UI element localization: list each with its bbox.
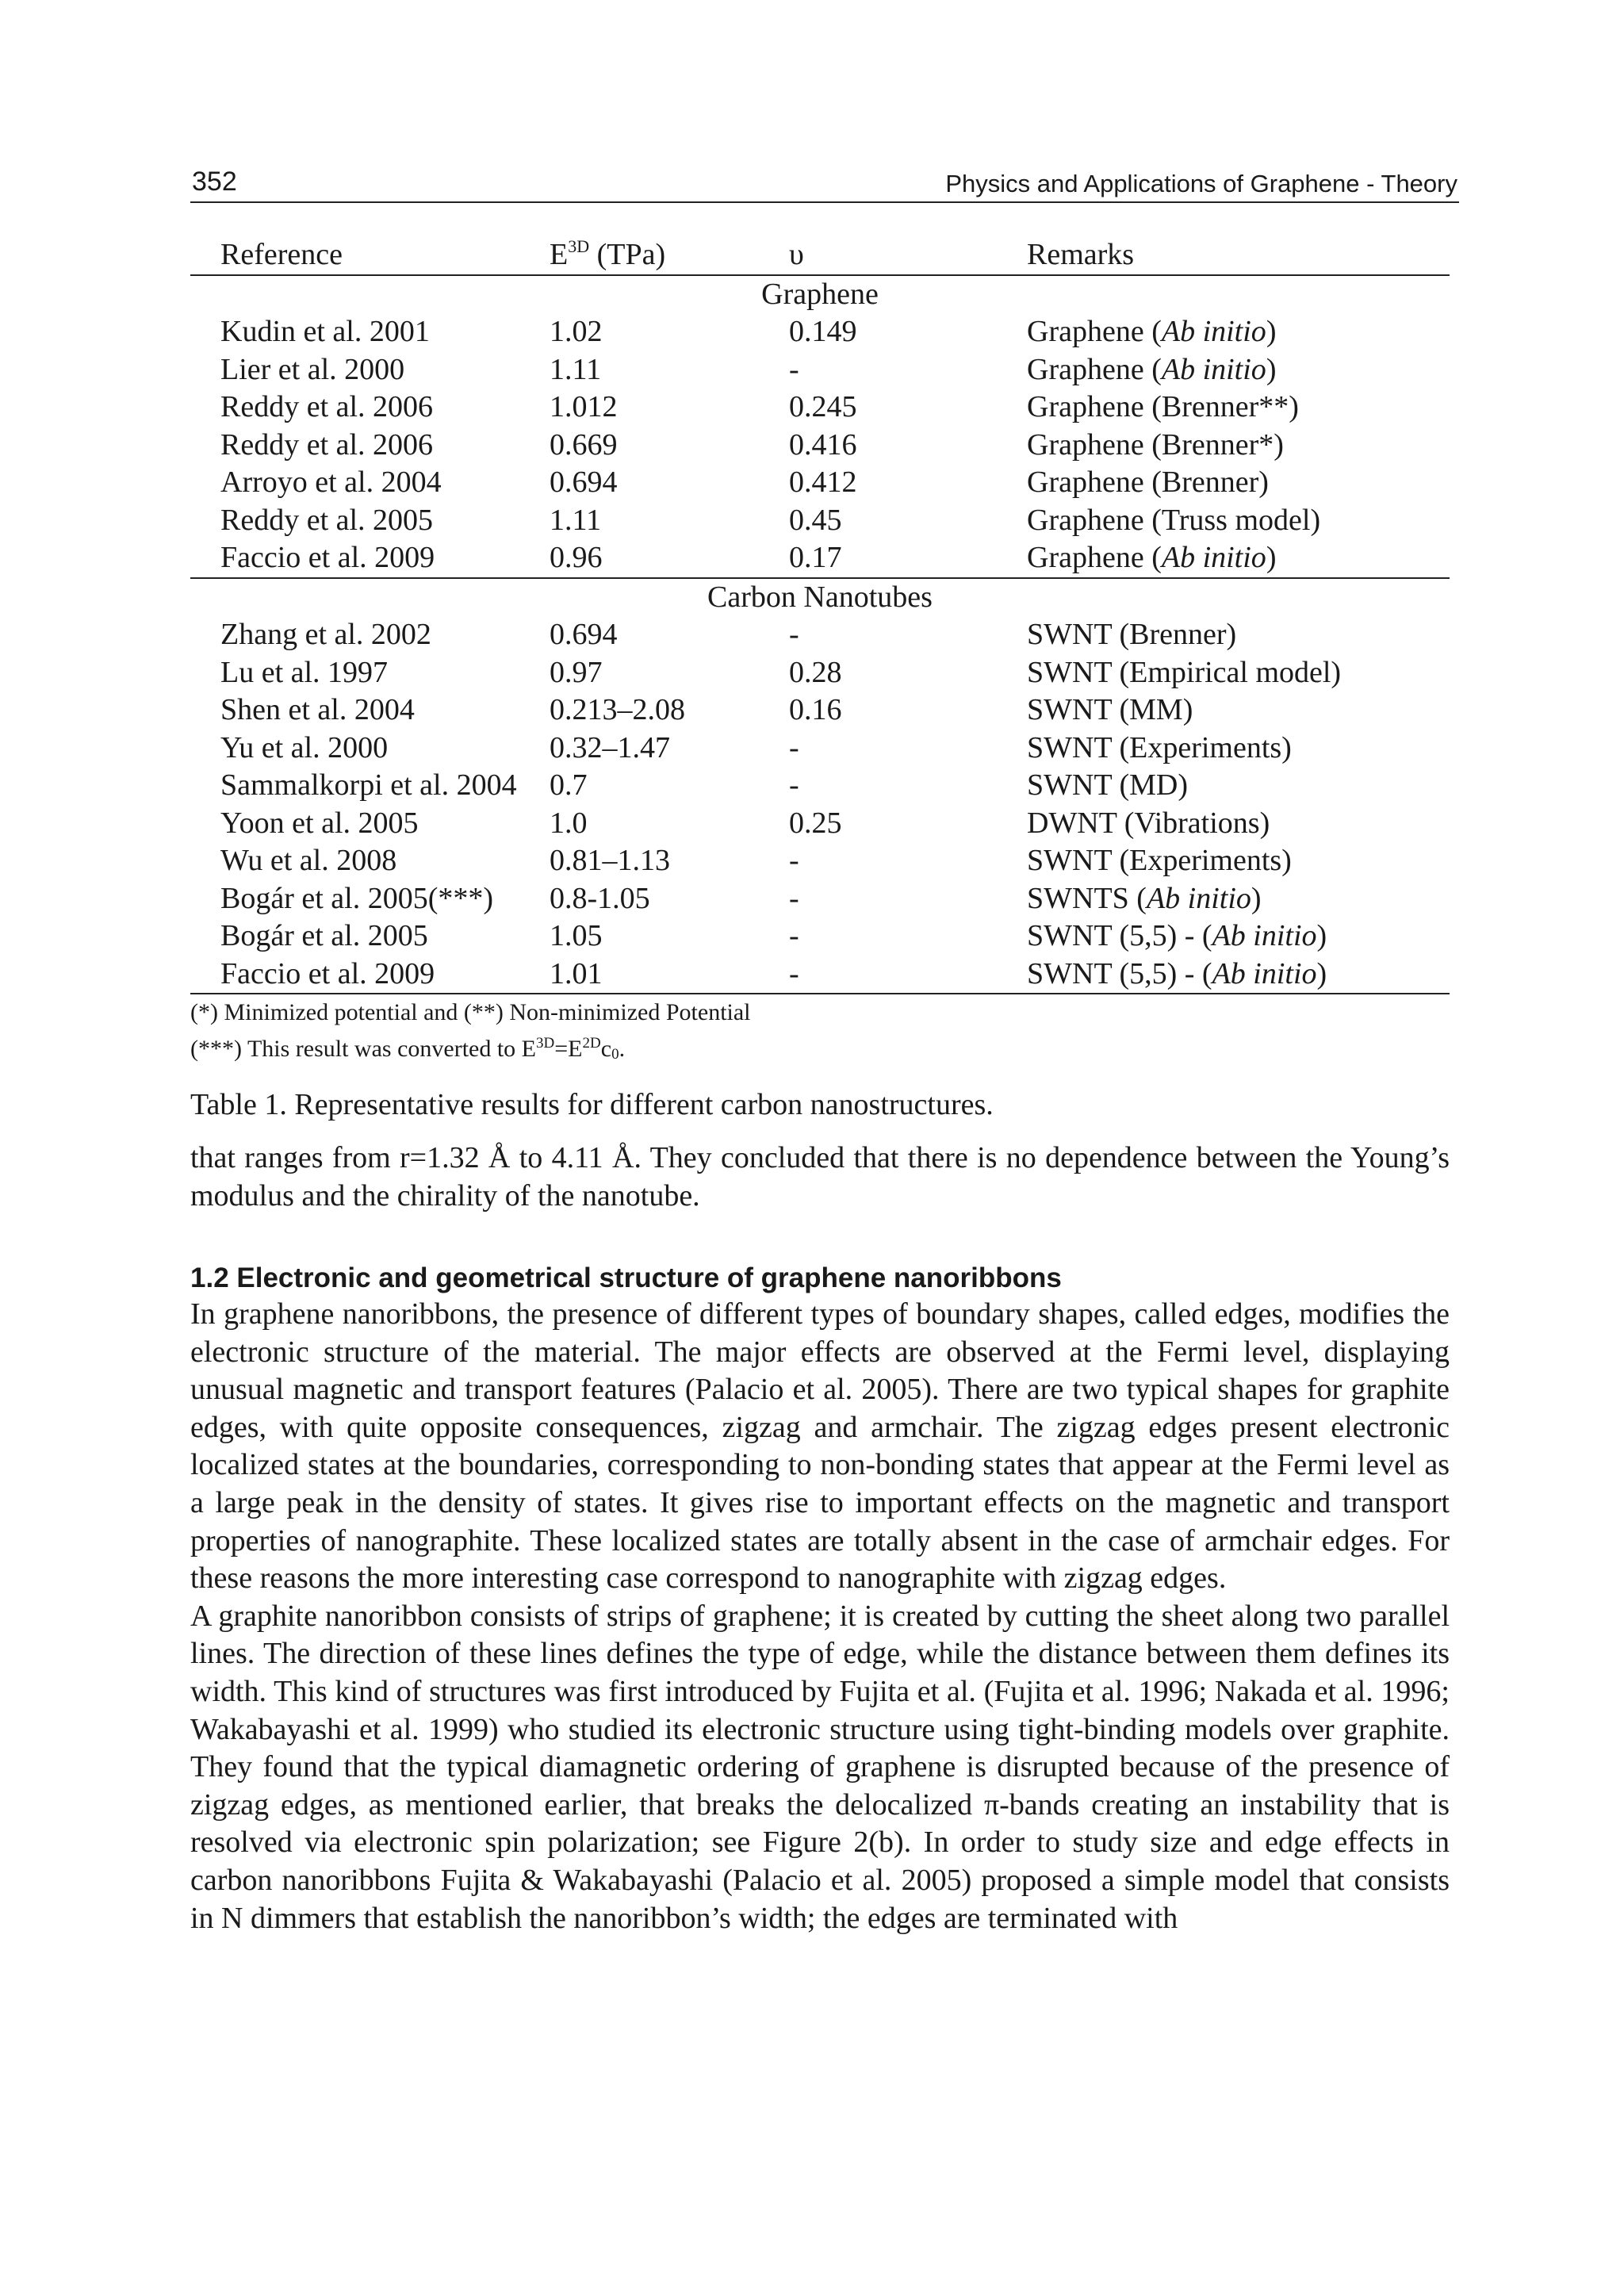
remark-text: SWNT (Brenner) bbox=[1027, 618, 1237, 651]
cell-remarks bbox=[1027, 313, 1450, 351]
remark-text: Graphene ( bbox=[1027, 352, 1162, 386]
cell-e3d: 1.012 bbox=[550, 390, 618, 423]
table-row bbox=[190, 539, 1450, 578]
col-header-reference: Reference bbox=[190, 236, 550, 275]
cell-remarks bbox=[1027, 692, 1450, 730]
footnote-2-eq: =E bbox=[554, 1036, 583, 1062]
cell-remarks bbox=[1027, 918, 1450, 956]
cell-reference: Wu et al. 2008 bbox=[220, 844, 397, 877]
remark-italic: Ab initio bbox=[1212, 919, 1317, 952]
remark-text: SWNT (5,5) - ( bbox=[1027, 919, 1212, 952]
cell-remarks bbox=[1027, 730, 1450, 768]
cell-e3d: 1.01 bbox=[550, 956, 789, 994]
cell-poisson: - bbox=[789, 730, 799, 764]
footnote-2-sub-0: 0 bbox=[611, 1046, 619, 1063]
cell-e3d: 1.05 bbox=[550, 919, 603, 952]
cell-poisson: - bbox=[789, 618, 799, 651]
cell-remarks bbox=[1027, 956, 1450, 994]
section-heading: 1.2 Electronic and geometrical structure of graphene nanoribbons bbox=[190, 1262, 1062, 1293]
cell-reference: Reddy et al. 2005 bbox=[220, 503, 434, 537]
remark-text: DWNT (Vibrations) bbox=[1027, 806, 1270, 840]
cell-poisson: - bbox=[789, 919, 799, 952]
cell-poisson: 0.45 bbox=[789, 503, 842, 537]
remark-italic: Ab initio bbox=[1146, 881, 1251, 915]
table-row bbox=[190, 956, 1450, 994]
footnote-2-sup-3d: 3D bbox=[536, 1035, 555, 1052]
cell-remarks bbox=[1027, 389, 1450, 427]
footnote-2-c: c bbox=[600, 1036, 612, 1062]
remark-text: SWNT (MM) bbox=[1027, 693, 1193, 726]
cell-poisson: - bbox=[789, 844, 799, 877]
remark-text: SWNT (Empirical model) bbox=[1027, 655, 1342, 689]
table-row bbox=[190, 730, 1450, 768]
paragraph-1: that ranges from r=1.32 Å to 4.11 Å. They concluded that there is no dependence between the Young’s modulus and the chirality of the nanotube. bbox=[190, 1141, 1450, 1213]
paragraph-2: In graphene nanoribbons, the presence of different types of boundary shapes, called edges, modifies the electronic structure of the material. The major effects are observed at the Fermi level, displaying unusual magnetic and transport features (Palacio et al. 2005). There are two typical shapes for graphite edges, with quite opposite consequences, zigzag and armchair. The zigzag edges present electronic localized states at the boundaries, corresponding to non-bonding states that appear at the Fermi level as a large peak in the density of states. It gives rise to important effects on the magnetic and transport properties of nanographite. These localized states are totally absent in the case of armchair edges. For these reasons the more interesting case correspond to nanographite with zigzag edges. bbox=[190, 1297, 1450, 1596]
section-row-nanotubes bbox=[190, 578, 1450, 617]
cell-poisson: - bbox=[789, 768, 799, 802]
cell-e3d: 0.96 bbox=[550, 539, 789, 578]
cell-e3d: 0.8-1.05 bbox=[550, 881, 650, 915]
cell-remarks bbox=[1027, 464, 1450, 502]
remark-italic: Ab initio bbox=[1161, 541, 1266, 574]
remark-text: SWNT (Experiments) bbox=[1027, 844, 1292, 877]
table-row bbox=[190, 502, 1450, 540]
remark-text: SWNT (5,5) - ( bbox=[1027, 956, 1212, 990]
cell-remarks bbox=[1027, 805, 1450, 843]
remark-text: Graphene ( bbox=[1027, 541, 1162, 574]
cell-remarks bbox=[1027, 654, 1450, 692]
cell-e3d: 1.0 bbox=[550, 806, 588, 840]
remark-close: ) bbox=[1316, 919, 1327, 952]
cell-e3d: 1.11 bbox=[550, 503, 602, 537]
remark-text: Graphene ( bbox=[1027, 315, 1162, 348]
col-header-remarks: Remarks bbox=[1027, 236, 1450, 275]
table-row bbox=[190, 880, 1450, 918]
paragraph-continuation bbox=[190, 1140, 1450, 1215]
remark-close: ) bbox=[1266, 352, 1277, 386]
cell-remarks bbox=[1027, 616, 1450, 654]
table-footnotes bbox=[190, 994, 1450, 1067]
cell-reference: Bogár et al. 2005(***) bbox=[220, 881, 494, 915]
table-row bbox=[190, 918, 1450, 956]
cell-reference: Yoon et al. 2005 bbox=[220, 806, 419, 840]
remark-italic: Ab initio bbox=[1161, 315, 1266, 348]
remark-close: ) bbox=[1251, 881, 1262, 915]
e3d-superscript: 3D bbox=[568, 236, 590, 256]
cell-reference: Lu et al. 1997 bbox=[220, 655, 389, 689]
cell-reference: Reddy et al. 2006 bbox=[220, 390, 434, 423]
table-row bbox=[190, 427, 1450, 465]
table-row bbox=[190, 313, 1450, 351]
nanotube-group bbox=[190, 578, 1450, 994]
cell-remarks bbox=[1027, 427, 1450, 465]
footnote-2 bbox=[190, 1031, 1450, 1067]
cell-remarks bbox=[1027, 767, 1450, 805]
remark-text: SWNTS ( bbox=[1027, 881, 1147, 915]
graphene-group bbox=[190, 275, 1450, 578]
remark-text: Graphene (Brenner**) bbox=[1027, 390, 1299, 423]
cell-e3d: 1.02 bbox=[550, 315, 603, 348]
col-header-e3d bbox=[550, 236, 789, 275]
cell-reference: Kudin et al. 2001 bbox=[220, 315, 430, 348]
cell-reference: Arroyo et al. 2004 bbox=[220, 465, 442, 499]
cell-reference: Shen et al. 2004 bbox=[220, 693, 415, 726]
e3d-symbol: E bbox=[550, 238, 569, 271]
cell-e3d: 0.669 bbox=[550, 427, 618, 462]
cell-poisson: 0.412 bbox=[789, 465, 857, 499]
cell-remarks bbox=[1027, 539, 1450, 578]
cell-e3d: 1.11 bbox=[550, 352, 602, 386]
table-row bbox=[190, 351, 1450, 389]
cell-poisson: - bbox=[789, 956, 1027, 994]
cell-poisson: 0.25 bbox=[789, 806, 842, 840]
remark-text: Graphene (Truss model) bbox=[1027, 503, 1321, 537]
cell-e3d: 0.7 bbox=[550, 768, 588, 802]
cell-remarks bbox=[1027, 880, 1450, 918]
cell-e3d: 0.694 bbox=[550, 465, 618, 499]
results-table bbox=[190, 236, 1450, 994]
cell-poisson: 0.149 bbox=[789, 315, 857, 348]
section-row-graphene bbox=[190, 275, 1450, 314]
cell-e3d: 0.694 bbox=[550, 618, 618, 651]
table-caption: Table 1. Representative results for different carbon nanostructures. bbox=[190, 1088, 994, 1121]
table-row bbox=[190, 464, 1450, 502]
cell-poisson: 0.17 bbox=[789, 539, 1027, 578]
remark-italic: Ab initio bbox=[1161, 352, 1266, 386]
cell-poisson: - bbox=[789, 352, 799, 386]
table-1 bbox=[190, 236, 1450, 1123]
cell-reference: Faccio et al. 2009 bbox=[190, 539, 550, 578]
section-label-nanotubes: Carbon Nanotubes bbox=[707, 580, 933, 614]
remark-text: SWNT (Experiments) bbox=[1027, 730, 1292, 764]
table-row bbox=[190, 692, 1450, 730]
remark-text: Graphene (Brenner*) bbox=[1027, 427, 1284, 462]
cell-remarks bbox=[1027, 842, 1450, 880]
table-row bbox=[190, 654, 1450, 692]
table-header-row bbox=[190, 236, 1450, 275]
paragraph-3: A graphite nanoribbon consists of strips of graphene; it is created by cutting the sheet along two parallel lines. The direction of these lines defines the type of edge, while the distance between them defines its width. This kind of structures was first introduced by Fujita et al. (Fujita et al. 1996; Nakada et al. 1996; Wakabayashi et al. 1999) who studied its electronic structure using tight-binding models over graphite. They found that the typical diamagnetic ordering of graphene is disrupted because of the presence of zigzag edges, as mentioned earlier, that breaks the delocalized π-bands creating an instability that is resolved via electronic spin polarization; see Figure 2(b). In order to study size and edge effects in carbon nanoribbons Fujita & Wakabayashi (Palacio et al. 2005) proposed a simple model that consists in N dimmers that establish the nanoribbon’s width; the edges are terminated with bbox=[190, 1599, 1450, 1935]
col-header-poisson: υ bbox=[789, 236, 1027, 275]
section-body bbox=[190, 1296, 1450, 1937]
cell-reference: Yu et al. 2000 bbox=[220, 730, 389, 764]
cell-e3d: 0.213–2.08 bbox=[550, 693, 685, 726]
cell-reference: Faccio et al. 2009 bbox=[190, 956, 550, 994]
table-row bbox=[190, 767, 1450, 805]
footnote-1: (*) Minimized potential and (**) Non-minimized Potential bbox=[190, 999, 751, 1025]
table-row bbox=[190, 842, 1450, 880]
cell-e3d: 0.97 bbox=[550, 655, 603, 689]
page-header bbox=[190, 162, 1459, 203]
footnote-2-sup-2d: 2D bbox=[582, 1035, 601, 1052]
cell-reference: Reddy et al. 2006 bbox=[220, 427, 434, 462]
running-title: Physics and Applications of Graphene - Theory bbox=[945, 170, 1457, 197]
footnote-2-end: . bbox=[619, 1036, 626, 1062]
section-label-graphene: Graphene bbox=[761, 277, 879, 311]
table-row bbox=[190, 389, 1450, 427]
cell-e3d: 0.81–1.13 bbox=[550, 844, 670, 877]
cell-poisson: 0.416 bbox=[789, 427, 857, 462]
remark-close: ) bbox=[1266, 541, 1277, 574]
cell-poisson: - bbox=[789, 881, 799, 915]
cell-reference: Sammalkorpi et al. 2004 bbox=[220, 768, 517, 802]
remark-close: ) bbox=[1266, 315, 1277, 348]
cell-e3d: 0.32–1.47 bbox=[550, 730, 670, 764]
remark-close: ) bbox=[1316, 956, 1327, 990]
e3d-unit: (TPa) bbox=[589, 238, 666, 271]
cell-remarks bbox=[1027, 351, 1450, 389]
cell-poisson: 0.28 bbox=[789, 655, 842, 689]
cell-poisson: 0.245 bbox=[789, 390, 857, 423]
cell-remarks bbox=[1027, 502, 1450, 540]
cell-reference: Bogár et al. 2005 bbox=[220, 919, 428, 952]
table-row bbox=[190, 616, 1450, 654]
page-number: 352 bbox=[192, 167, 237, 197]
table-row bbox=[190, 805, 1450, 843]
remark-text: SWNT (MD) bbox=[1027, 768, 1189, 802]
remark-italic: Ab initio bbox=[1212, 956, 1317, 990]
cell-reference: Lier et al. 2000 bbox=[220, 352, 405, 386]
remark-text: Graphene (Brenner) bbox=[1027, 465, 1269, 499]
cell-reference: Zhang et al. 2002 bbox=[220, 618, 431, 651]
footnote-2-text: (***) This result was converted to E bbox=[190, 1036, 537, 1062]
cell-poisson: 0.16 bbox=[789, 693, 842, 726]
